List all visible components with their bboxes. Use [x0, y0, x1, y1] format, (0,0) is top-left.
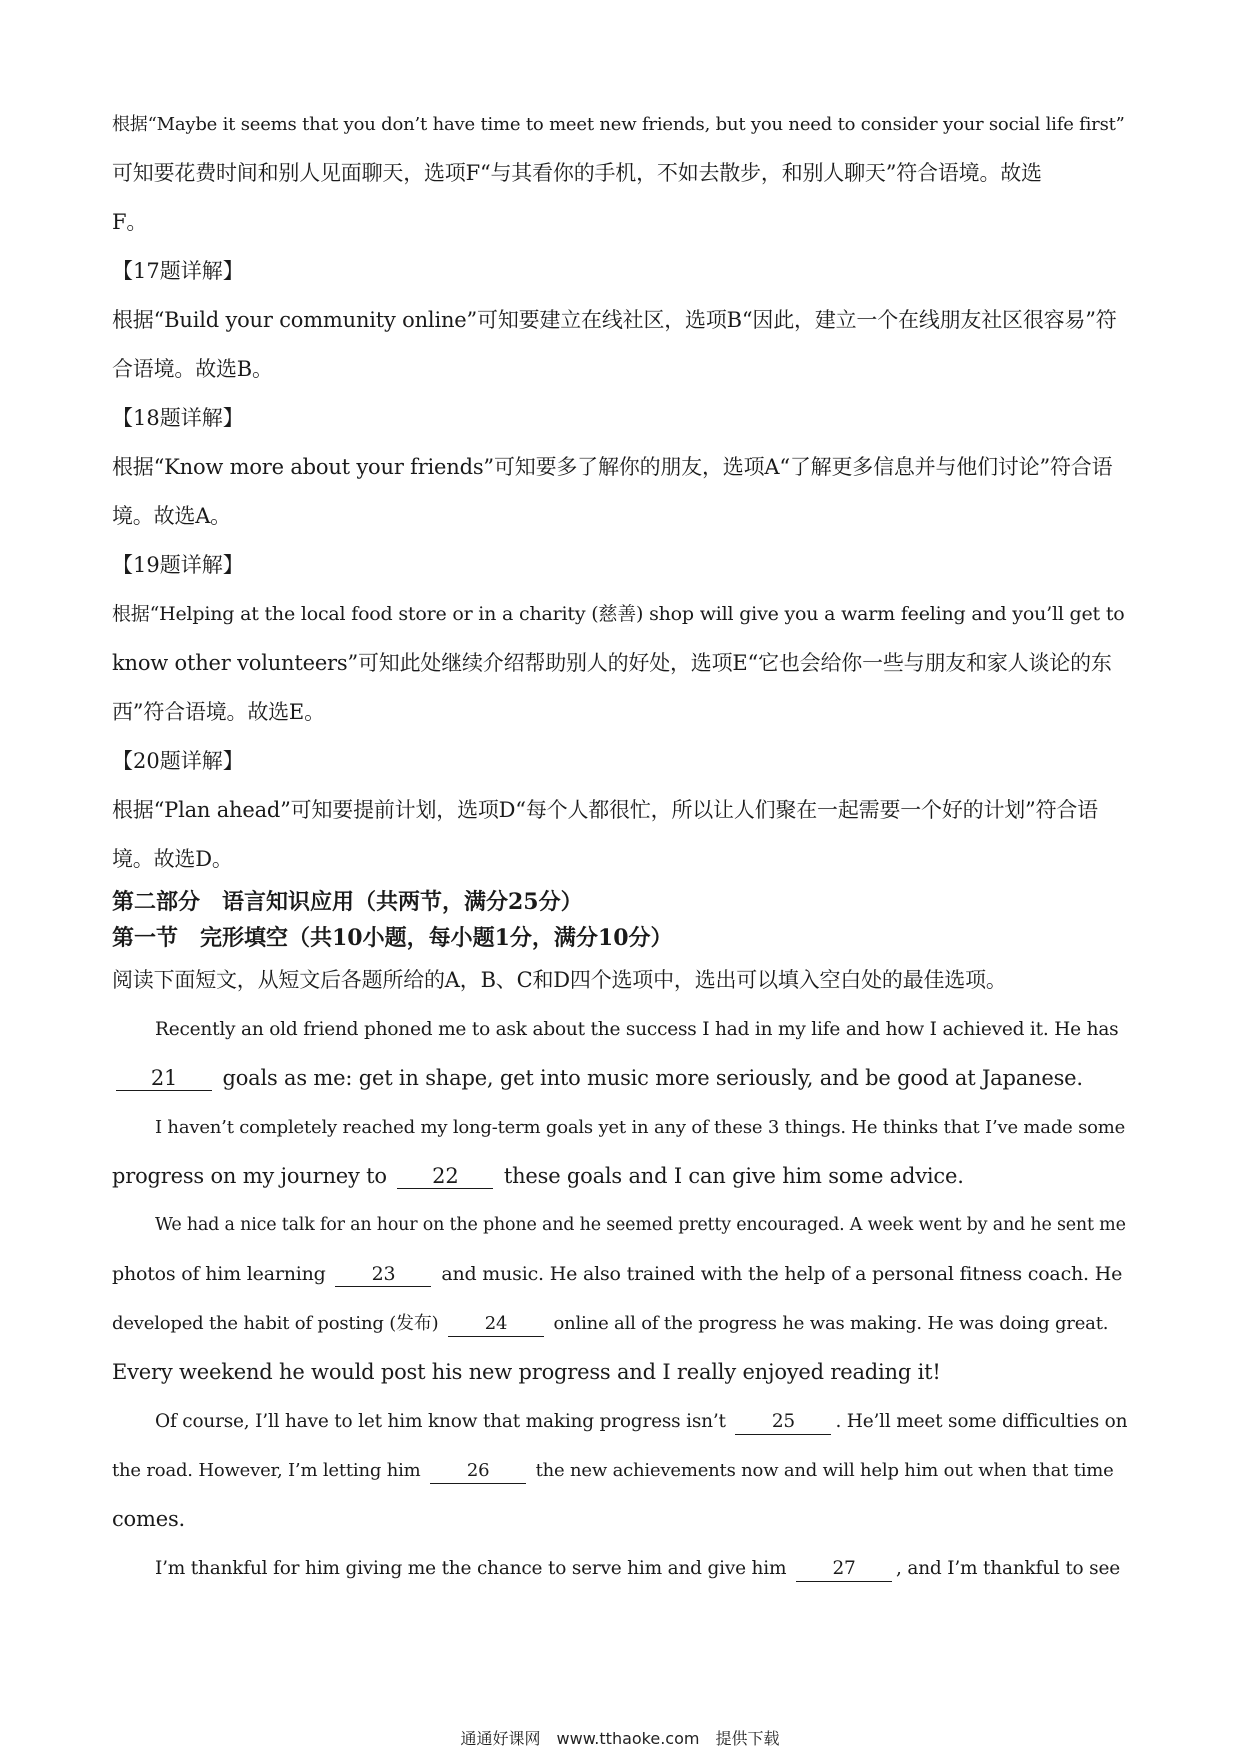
passage-text: Recently an old friend phoned me to ask about the success I had in my life and how I achieved it. He has	[155, 1019, 1119, 1040]
passage-line	[112, 1054, 1132, 1103]
q20-explanation-line-2: 境。故选D。	[112, 847, 233, 871]
section1-title: 第一节 完形填空（共10小题，每小题1分，满分10分）	[112, 925, 673, 951]
passage-text: comes.	[112, 1507, 185, 1531]
page-content	[112, 100, 1132, 1593]
passage-line	[112, 1348, 1132, 1397]
passage-text: the new achievements now and will help him out when that time	[535, 1460, 1114, 1481]
blank-23: 23	[335, 1262, 431, 1287]
passage-text: Of course, I’ll have to let him know that making progress isn’t	[155, 1411, 726, 1432]
section-instruction: 阅读下面短文，从短文后各题所给的A，B、C和D四个选项中，选出可以填入空白处的最佳选项。	[112, 968, 1007, 992]
blank-26: 26	[430, 1459, 526, 1484]
passage-text: We had a nice talk for an hour on the phone and he seemed pretty encouraged. A week went by and he sent me	[155, 1215, 1126, 1235]
q17-explanation-line-2: 合语境。故选B。	[112, 357, 273, 381]
passage-text: goals as me: get in shape, get into music more seriously, and be good at Japanese.	[222, 1066, 1083, 1090]
passage-line	[112, 1103, 1132, 1152]
passage-line	[112, 1152, 1132, 1201]
passage-line	[112, 1495, 1132, 1544]
q20-heading: 【20题详解】	[112, 749, 244, 773]
q17-heading: 【17题详解】	[112, 259, 244, 283]
q19-explanation-line-3: 西”符合语境。故选E。	[112, 700, 325, 724]
passage-line	[112, 1397, 1132, 1446]
passage-text: I haven’t completely reached my long-term goals yet in any of these 3 things. He thinks that I’ve made some	[155, 1117, 1126, 1138]
page-footer: 通通好课网 www.tthaoke.com 提供下载	[460, 1729, 780, 1748]
passage-text: these goals and I can give him some advice.	[503, 1164, 964, 1188]
q19-explanation-line-1: 根据“Helping at the local food store or in a charity (慈善) shop will give you a warm feeling and you’ll get to	[112, 603, 1125, 625]
blank-21: 21	[116, 1066, 212, 1091]
passage-line	[112, 1544, 1132, 1593]
q19-heading: 【19题详解】	[112, 553, 244, 577]
passage-line	[112, 1201, 1132, 1250]
blank-24: 24	[448, 1312, 544, 1337]
passage-text: and music. He also trained with the help of a personal fitness coach. He	[441, 1263, 1123, 1285]
passage-text: developed the habit of posting (发布)	[112, 1313, 439, 1334]
part2-title: 第二部分 语言知识应用（共两节，满分25分）	[112, 889, 583, 915]
q19-explanation-line-2: know other volunteers”可知此处继续介绍帮助别人的好处，选项E“它也会给你一些与朋友和家人谈论的东	[112, 651, 1112, 675]
q16-explanation-line-2: 可知要花费时间和别人见面聊天，选项F“与其看你的手机，不如去散步，和别人聊天”符合语境。故选	[112, 161, 1042, 185]
passage-line	[112, 1446, 1132, 1495]
passage-line	[112, 1299, 1132, 1348]
q17-explanation-line-1: 根据“Build your community online”可知要建立在线社区，选项B“因此，建立一个在线朋友社区很容易”符	[112, 308, 1117, 332]
q16-explanation-line-1: 根据“Maybe it seems that you don’t have time to meet new friends, but you need to consider your social life first”	[112, 114, 1125, 135]
passage-line	[112, 1250, 1132, 1299]
blank-27: 27	[796, 1557, 892, 1582]
passage-line	[112, 1005, 1132, 1054]
blank-25: 25	[735, 1410, 831, 1435]
passage-text: Every weekend he would post his new progress and I really enjoyed reading it!	[112, 1360, 941, 1384]
passage-text: online all of the progress he was making. He was doing great.	[553, 1313, 1109, 1334]
passage-text: . He’ll meet some difficulties on	[835, 1411, 1128, 1432]
q18-heading: 【18题详解】	[112, 406, 244, 430]
passage-text: progress on my journey to	[112, 1164, 387, 1188]
passage-text: the road. However, I’m letting him	[112, 1460, 421, 1481]
q18-explanation-line-1: 根据“Know more about your friends”可知要多了解你的朋友，选项A“了解更多信息并与他们讨论”符合语	[112, 455, 1113, 479]
blank-22: 22	[397, 1164, 493, 1189]
q20-explanation-line-1: 根据“Plan ahead”可知要提前计划，选项D“每个人都很忙，所以让人们聚在一起需要一个好的计划”符合语	[112, 798, 1098, 822]
passage-text: photos of him learning	[112, 1263, 326, 1285]
q18-explanation-line-2: 境。故选A。	[112, 504, 231, 528]
passage-text: I’m thankful for him giving me the chance to serve him and give him	[155, 1558, 787, 1579]
q16-explanation-line-3: F。	[112, 210, 148, 234]
passage-text: , and I’m thankful to see	[896, 1558, 1120, 1579]
